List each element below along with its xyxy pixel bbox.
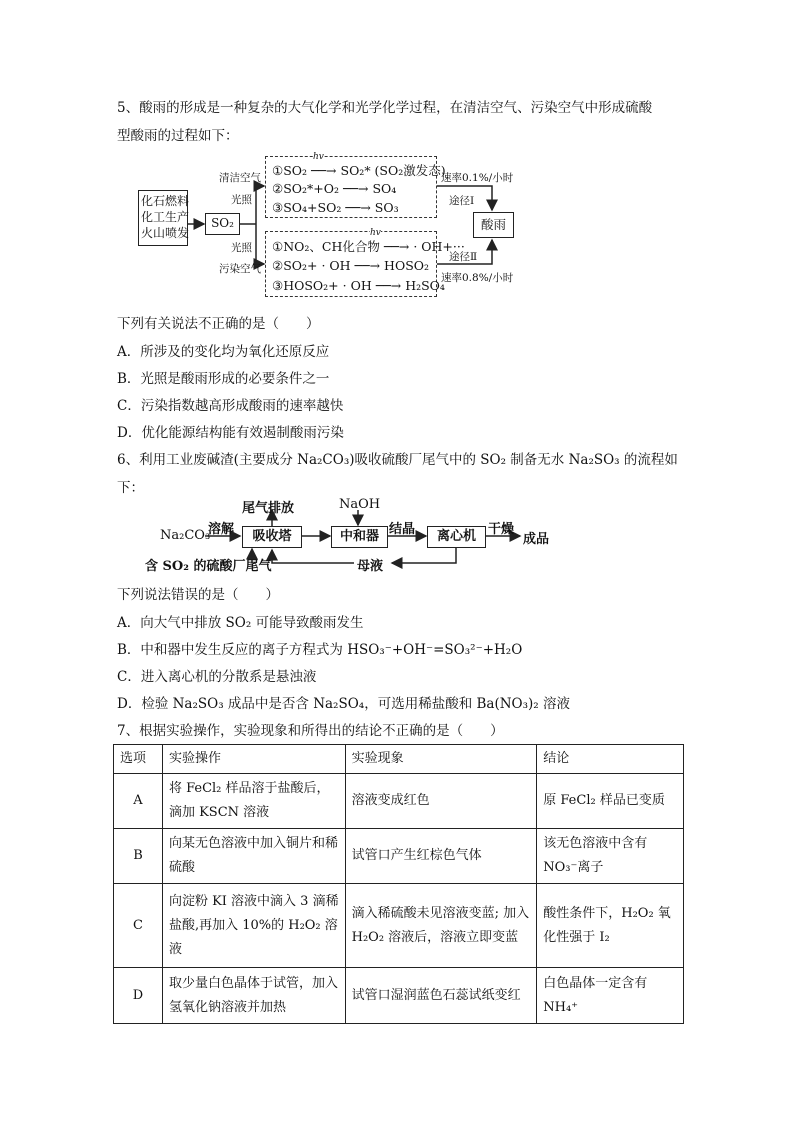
acid-rain-box: 酸雨 — [473, 212, 514, 238]
q5-option-d: D．优化能源结构能有效遏制酸雨污染 — [117, 425, 344, 441]
clean-step-1: ①SO₂ ──→ SO₂* (SO₂激发态) — [272, 163, 446, 178]
row-a-phenomenon: 溶液变成红色 — [345, 774, 537, 829]
source-line-2: 化工生产 — [141, 210, 190, 224]
source-line-3: 火山喷发 — [141, 226, 190, 240]
q7-stem: 7、根据实验操作，实验现象和所得出的结论不正确的是（ ） — [117, 723, 504, 739]
q5-stem-line1: 5、酸雨的形成是一种复杂的大气化学和光学化学过程，在清洁空气、污染空气中形成硫酸 — [117, 100, 653, 116]
header-conclusion: 结论 — [537, 745, 684, 774]
q6-stem-line2: 下： — [117, 480, 144, 496]
table-row — [114, 968, 684, 1024]
row-d-operation: 取少量白色晶体于试管，加入氢氧化钠溶液并加热 — [162, 968, 345, 1024]
q6-option-d: D．检验 Na₂SO₃ 成品中是否含 Na₂SO₄，可选用稀盐酸和 Ba(NO₃)₂ 溶液 — [117, 696, 570, 712]
clean-air-label: 清洁空气 — [219, 172, 261, 184]
row-c-operation: 向淀粉 KI 溶液中滴入 3 滴稀盐酸,再加入 10%的 H₂O₂ 溶液 — [162, 884, 345, 968]
row-b-conclusion: 该无色溶液中含有 NO₃⁻离子 — [537, 829, 684, 884]
hv-top: hv — [313, 152, 324, 162]
path-1-label: 途径Ⅰ — [449, 195, 475, 207]
row-c-conclusion: 酸性条件下，H₂O₂ 氧化性强于 I₂ — [537, 884, 684, 968]
row-c-option: C — [114, 884, 163, 968]
dry-label: 干燥 — [488, 522, 515, 537]
row-b-option: B — [114, 829, 163, 884]
clean-step-2: ②SO₂*+O₂ ──→ SO₄ — [272, 181, 397, 196]
tail-gas-in-label: 含 SO₂ 的硫酸厂尾气 — [145, 559, 272, 574]
light-bottom-label: 光照 — [231, 242, 252, 254]
na2co3-label: Na₂CO₃ — [160, 528, 211, 543]
row-b-phenomenon: 试管口产生红棕色气体 — [345, 829, 537, 884]
polluted-step-2: ②SO₂+ · OH ──→ HOSO₂ — [272, 258, 430, 273]
q5-question: 下列有关说法不正确的是（ ） — [117, 316, 320, 332]
light-top-label: 光照 — [231, 194, 252, 206]
so2-box: SO₂ — [205, 213, 240, 235]
row-d-option: D — [114, 968, 163, 1024]
row-a-operation: 将 FeCl₂ 样品溶于盐酸后，滴加 KSCN 溶液 — [162, 774, 345, 829]
table-row — [114, 884, 684, 968]
mother-liquor-label: 母液 — [357, 559, 384, 574]
q6-stem-line1: 6、利用工业废碱渣(主要成分 Na₂CO₃)吸收硫酸厂尾气中的 SO₂ 制备无水 Na₂SO₃ 的流程如 — [117, 452, 678, 468]
row-b-operation: 向某无色溶液中加入铜片和稀硫酸 — [162, 829, 345, 884]
row-d-phenomenon: 试管口湿润蓝色石蕊试纸变红 — [345, 968, 537, 1024]
q7-table — [113, 744, 684, 1024]
absorber-box: 吸收塔 — [242, 526, 302, 548]
hv-bottom: hv — [370, 228, 381, 238]
header-phenomenon: 实验现象 — [345, 745, 537, 774]
path-2-label: 途径Ⅱ — [449, 251, 478, 263]
header-option: 选项 — [114, 745, 163, 774]
tail-gas-out-label: 尾气排放 — [242, 501, 295, 516]
centrifuge-box: 离心机 — [427, 526, 486, 548]
rate-path-2: 速率0.8%/小时 — [441, 272, 514, 284]
product-label: 成品 — [523, 532, 550, 547]
polluted-air-label: 污染空气 — [219, 263, 261, 275]
row-a-conclusion: 原 FeCl₂ 样品已变质 — [537, 774, 684, 829]
q5-option-c: C．污染指数越高形成酸雨的速率越快 — [117, 398, 344, 414]
q6-option-b: B．中和器中发生反应的离子方程式为 HSO₃⁻+OH⁻=SO₃²⁻+H₂O — [117, 642, 523, 658]
q5-option-a: A．所涉及的变化均为氧化还原反应 — [117, 344, 330, 360]
crystallize-label: 结晶 — [389, 522, 416, 537]
table-row — [114, 774, 684, 829]
table-header-row — [114, 745, 684, 774]
table-row — [114, 829, 684, 884]
naoh-label: NaOH — [339, 497, 381, 512]
polluted-step-3: ③HOSO₂+ · OH ──→ H₂SO₄ — [272, 278, 445, 293]
source-line-1: 化石燃料 — [141, 194, 190, 208]
rate-path-1: 速率0.1%/小时 — [441, 172, 514, 184]
q5-stem-line2: 型酸雨的过程如下： — [117, 128, 239, 144]
row-a-option: A — [114, 774, 163, 829]
q5-option-b: B．光照是酸雨形成的必要条件之一 — [117, 371, 330, 387]
q6-option-a: A．向大气中排放 SO₂ 可能导致酸雨发生 — [117, 615, 364, 631]
clean-step-3: ③SO₄+SO₂ ──→ SO₃ — [272, 200, 399, 215]
q6-option-c: C．进入离心机的分散系是悬浊液 — [117, 669, 317, 685]
dissolve-label: 溶解 — [208, 522, 235, 537]
neutralizer-box: 中和器 — [331, 526, 388, 548]
q6-question: 下列说法错误的是（ ） — [117, 587, 279, 603]
polluted-step-1: ①NO₂、CH化合物 ──→ · OH+··· — [272, 239, 465, 254]
row-d-conclusion: 白色晶体一定含有 NH₄⁺ — [537, 968, 684, 1024]
header-operation: 实验操作 — [162, 745, 345, 774]
row-c-phenomenon: 滴入稀硫酸未见溶液变蓝; 加入 H₂O₂ 溶液后，溶液立即变蓝 — [345, 884, 537, 968]
